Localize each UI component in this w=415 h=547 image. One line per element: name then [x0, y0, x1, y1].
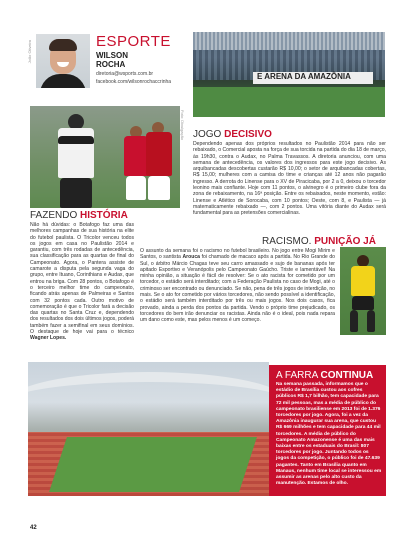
- stadium-photo: [193, 32, 385, 117]
- columnist-first-name: WILSON: [96, 51, 128, 60]
- page-number: 42: [30, 525, 37, 531]
- fazendo-historia-heading: FAZENDO HISTÓRIA: [30, 210, 128, 221]
- columnist-email[interactable]: diretoria@wsports.com.br: [96, 71, 154, 77]
- columnist-last-name: ROCHA: [96, 60, 126, 69]
- jogo-decisivo-heading: JOGO DECISIVO: [193, 129, 272, 140]
- photo-credit-players: Foto: Divulgação: [180, 110, 185, 141]
- columnist-facebook[interactable]: facebook.com/wilsonrochaccrinha: [96, 79, 172, 85]
- farra-continua-body: Na semana passada, informamos que o estádio de Brasília custou aos cofres públicos R$ 1,7 bilhão, tem capacidade para 72 mil pessoas, mas a média de público do campeonato brasiliense em 2013 foi de 1.376 torcedores por jogo. Agora, foi a vez da Amazônia inaugurar sua arena, que custou R$ 669 milhões e tem capacidade para 44 mil torcedores. A média de público do Campeonato Amazonense é uma das mais baixas entre os estaduais do Brasil: 807 torcedores por jogo. Juntando todos os jogos da competição, o público foi de 47.639 pagantes. Tanto em Brasília quanto em Manaus, nenhum time local se interessou em assumir as arenas pelo alto custo da manutenção. Estamos de olho.: [276, 382, 382, 487]
- photo-credit: João Oliveira: [27, 40, 32, 64]
- racismo-body: O assunto da semana foi o racismo no futebol brasileiro. No jogo entre Mogi Mirim e Santos, o santista Arouca foi chamado de macaco após a partida. No Rio Grande do Sul, o árbitro Márcio Chagas teve seu carro amassado e sujo de bananas após ter apitado Esportivo e Veranópolis pelo Campeonato Gaúcho. Triste e lamentável! Na minha opinião, a situação é fácil de resolver: Se o ato racista for cometido por um torcedor, o estádio será interditado; com a Federação Paulista no caso de Mogi, até o criminoso ser encontrado ou denunciado. Se não, pena de três jogos de interdição, no mais. Se o ato for cometido por vários torcedores, não sendo possível a identificação, o estádio será também interditado por três ou mais jogos. Nos dois casos, fica provado, ainda a perda dos pontos da partida. Vendo o próprio time prejudicado, os torcedores do bem irão denunciar os racistas. Ainda não é o ideal, pois nada repara um dano como este, mas pelos menos é um começo.: [140, 248, 335, 324]
- stadium-banner-text: E ARENA DA AMAZÔNIA: [257, 72, 351, 81]
- jogo-decisivo-body: Dependendo apenas dos próprios resultados no Paulistão 2014 para não ser rebaixado, o Comercial aposta na força de sua torcida na partida do dia 18 de março, às 19h30, contra o Audax, no Palma Travassos. A diretoria anunciou, com uma semana de antecedência, os valores dos ingressos para este jogo decisivo. As arquibancadas descobertas custarão R$ 10,00; o setor de arquibancadas cobertas, R$ 15,00; mulheres com a camisa do time e crianças até 12 anos não pagarão ingresso. A derrota do Linense para o XV de Piracicaba, por 2 a 0, deixou o torcedor leonino mais confiante. Hoje com 11 pontos, o alvinegro é o primeiro clube fora da zona de rebaixamento, na 16ª posição. Entre os rebaixados, neste momento, estão: Linense e Atlético de Sorocaba, com 10 pontos; Oeste, com 8, e Paulista — já matematicamente rebaixado —, com 2 pontos. Uma vitória diante do Audax será fundamental para as pretensões comercialinas.: [193, 141, 386, 217]
- columnist-photo: [36, 34, 90, 88]
- fazendo-historia-body: Não há dúvidas: o Botafogo faz uma das melhores campanhas de sua história na elite do futebol paulista. O Tricolor venceu todos os jogos em casa no Paulistão 2014 e garantiu, com três rodadas de antecedência, sua classificação para as quartas de final do Campeonato. Agora, o Pantera assiste de camarote a disputa pela segunda vaga do grupo, entre Ituano, Corinthians e Audax, que entrou na briga. Com 28 pontos, o Botafogo é o terceiro melhor time do campeonato, ficando atrás apenas de Palmeiras e Santos com 32 pontos cada. Outro motivo de comemoração é que o Tricolor fará a decisão das quartas no Santa Cruz e, dependendo dos resultados dos dois últimos jogos, poderá também fazer a semifinal em seus domínios. O destaque de hoje vai para o técnico Wagner Lopes.: [30, 222, 134, 342]
- racismo-heading: RACISMO. PUNIÇÃO JÁ: [262, 236, 376, 247]
- farra-continua-heading: A FARRA CONTINUA: [276, 370, 374, 381]
- arena-photo: [28, 362, 269, 496]
- section-title: ESPORTE: [96, 33, 171, 50]
- players-photo: [30, 106, 180, 208]
- player-photo: [340, 247, 386, 335]
